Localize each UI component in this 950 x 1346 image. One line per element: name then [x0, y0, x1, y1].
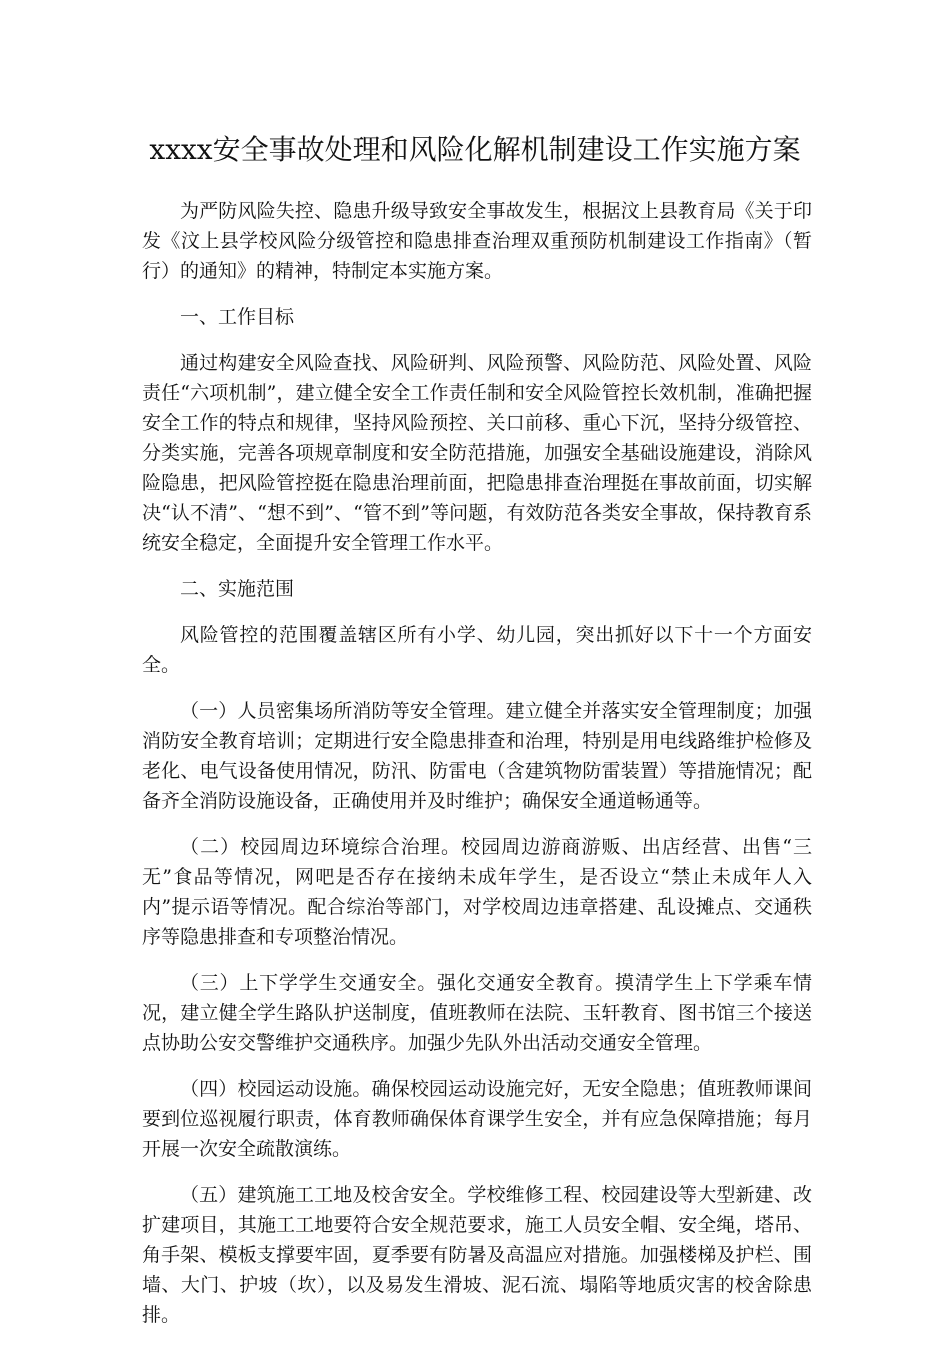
- item-4-paragraph: （四）校园运动设施。确保校园运动设施完好，无安全隐患；值班教师课间要到位巡视履行职责，体育教师确保体育课学生安全，并有应急保障措施；每月开展一次安全疏散演练。: [142, 1078, 812, 1160]
- scope-paragraph: 风险管控的范围覆盖辖区所有小学、幼儿园，突出抓好以下十一个方面安全。: [142, 624, 812, 676]
- item-5-paragraph: （五）建筑施工工地及校舍安全。学校维修工程、校园建设等大型新建、改扩建项目，其施工工地要符合安全规范要求，施工人员安全帽、安全绳，塔吊、角手架、模板支撑要牢固，夏季要有防暑及高温应对措施。加强楼梯及护栏、围墙、大门、护坡（坎），以及易发生滑坡、泥石流、塌陷等地质灾害的校舍除患排。: [142, 1184, 812, 1326]
- item-2-paragraph: （二）校园周边环境综合治理。校园周边游商游贩、出店经营、出售“三无”食品等情况，网吧是否存在接纳未成年学生，是否设立“禁止未成年人入内”提示语等情况。配合综治等部门，对学校周边违章搭建、乱设摊点、交通秩序等隐患排查和专项整治情况。: [142, 836, 812, 948]
- document-body: [142, 196, 812, 1346]
- section-heading-goals: 一、工作目标: [180, 306, 295, 328]
- goals-paragraph: 通过构建安全风险查找、风险研判、风险预警、风险防范、风险处置、风险责任“六项机制”，建立健全安全工作责任制和安全风险管控长效机制，准确把握安全工作的特点和规律，坚持风险预控、关口前移、重心下沉，坚持分级管控、分类实施，完善各项规章制度和安全防范措施，加强安全基础设施建设，消除风险隐患，把风险管控挺在隐患治理前面，把隐患排查治理挺在事故前面，切实解决“认不清”、“想不到”、“管不到”等问题，有效防范各类安全事故，保持教育系统安全稳定，全面提升安全管理工作水平。: [142, 352, 812, 554]
- intro-paragraph: 为严防风险失控、隐患升级导致安全事故发生，根据汶上县教育局《关于印发《汶上县学校风险分级管控和隐患排查治理双重预防机制建设工作指南》（暂行）的通知》的精神，特制定本实施方案。: [142, 200, 812, 282]
- item-3-paragraph: （三）上下学学生交通安全。强化交通安全教育。摸清学生上下学乘车情况，建立健全学生路队护送制度，值班教师在法院、玉轩教育、图书馆三个接送点协助公安交警维护交通秩序。加强少先队外出活动交通安全管理。: [142, 972, 812, 1054]
- item-1-paragraph: （一）人员密集场所消防等安全管理。建立健全并落实安全管理制度；加强消防安全教育培训；定期进行安全隐患排查和治理，特别是用电线路维护检修及老化、电气设备使用情况，防汛、防雷电（含建筑物防雷装置）等措施情况；配备齐全消防设施设备，正确使用并及时维护；确保安全通道畅通等。: [142, 700, 812, 812]
- section-heading-scope: 二、实施范围: [180, 578, 295, 600]
- document-title: xxxx安全事故处理和风险化解机制建设工作实施方案: [149, 133, 801, 166]
